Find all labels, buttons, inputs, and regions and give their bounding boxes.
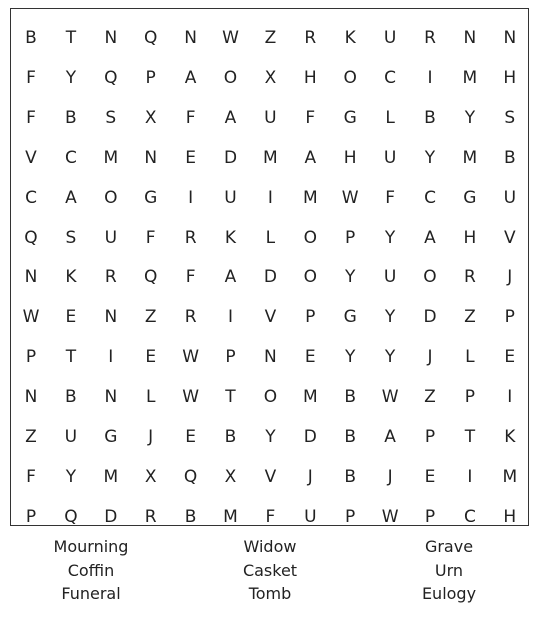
grid-cell[interactable]: I (227, 307, 233, 328)
grid-cell[interactable]: L (145, 387, 156, 408)
word-list-item: Eulogy (421, 584, 477, 603)
grid-cell[interactable]: X (144, 107, 157, 128)
grid-cell[interactable]: B (424, 107, 436, 128)
grid-cell[interactable]: F (26, 107, 36, 128)
grid-cell[interactable]: E (504, 347, 516, 368)
grid-cell[interactable]: M (502, 466, 518, 487)
grid-cell[interactable]: Q (143, 28, 158, 48)
grid-cell[interactable]: Y (424, 147, 436, 168)
grid-cell[interactable]: Y (384, 347, 396, 368)
grid-cell[interactable]: B (503, 147, 516, 168)
word-list-item: Mourning (53, 537, 129, 556)
grid-cell[interactable]: U (304, 506, 317, 527)
word-list-item: Tomb (248, 584, 292, 603)
grid-cell[interactable]: R (304, 28, 317, 48)
grid-cell[interactable]: R (144, 506, 157, 527)
grid-cell[interactable]: A (384, 427, 396, 447)
grid-cell[interactable]: O (303, 267, 317, 288)
grid-cell[interactable]: U (264, 107, 277, 128)
grid-cell[interactable]: G (104, 427, 118, 447)
word-list-item: Widow (243, 537, 297, 556)
grid-cell[interactable]: U (104, 227, 118, 248)
grid-cell[interactable]: C (384, 67, 397, 88)
grid-cell[interactable]: P (25, 347, 37, 368)
grid-cell[interactable]: P (145, 67, 156, 88)
grid-cell[interactable]: X (144, 466, 157, 487)
grid-cell[interactable]: T (464, 427, 476, 447)
grid-cell[interactable]: F (26, 67, 36, 88)
grid-cell[interactable]: M (223, 506, 238, 527)
word-list-item: Coffin (67, 560, 115, 580)
grid-cell[interactable]: Z (464, 307, 476, 328)
grid-row (11, 497, 528, 537)
grid-cell[interactable]: P (464, 387, 476, 408)
grid-cell[interactable]: V (25, 147, 37, 168)
grid-cell[interactable]: Y (384, 227, 396, 248)
grid-cell[interactable]: I (188, 187, 194, 208)
grid-cell[interactable]: D (303, 427, 317, 447)
grid-cell[interactable]: C (25, 187, 37, 208)
grid-cell[interactable]: O (263, 387, 278, 408)
grid-cell[interactable]: A (65, 187, 77, 208)
grid-cell[interactable]: O (104, 187, 118, 208)
word-list-item: Urn (434, 560, 464, 580)
grid-cell[interactable]: F (26, 466, 36, 487)
grid-cell[interactable]: D (104, 506, 118, 527)
grid-cell[interactable]: I (507, 387, 513, 408)
grid-cell[interactable]: Y (65, 466, 77, 487)
grid-cell[interactable]: Y (344, 347, 356, 368)
grid-cell[interactable]: J (427, 347, 433, 368)
grid-cell[interactable]: Z (264, 28, 277, 48)
grid-cell[interactable]: N (104, 28, 118, 48)
grid-row (11, 98, 528, 138)
grid-row (11, 138, 528, 178)
grid-cell[interactable]: R (104, 267, 117, 288)
grid-cell[interactable]: O (223, 67, 238, 88)
grid-cell[interactable]: A (304, 147, 317, 168)
grid-cell[interactable]: B (65, 107, 77, 128)
grid-cell[interactable]: H (503, 506, 517, 527)
grid-cell[interactable]: Y (464, 107, 476, 128)
grid-cell[interactable]: M (302, 387, 318, 408)
grid-row (11, 257, 528, 297)
grid-cell[interactable]: P (504, 307, 515, 328)
grid-cell[interactable]: U (503, 187, 517, 208)
grid-cell[interactable]: P (25, 506, 37, 527)
grid-row (11, 457, 528, 497)
grid-cell[interactable]: N (144, 147, 158, 168)
grid-cell[interactable]: N (463, 28, 477, 48)
grid-cell[interactable]: M (462, 147, 478, 168)
grid-cell[interactable]: L (385, 107, 395, 128)
grid-cell[interactable]: E (185, 147, 196, 168)
grid-cell[interactable]: N (264, 347, 277, 368)
grid-cell[interactable]: D (263, 267, 277, 288)
grid-cell[interactable]: G (343, 307, 357, 328)
grid-cell[interactable]: I (108, 347, 114, 368)
grid-cell[interactable]: E (145, 347, 157, 368)
grid-cell[interactable]: Q (64, 506, 78, 527)
grid-cell[interactable]: E (185, 427, 196, 447)
grid-cell[interactable]: I (267, 187, 273, 208)
grid-cell[interactable]: O (423, 267, 437, 288)
grid-cell[interactable]: P (424, 427, 436, 447)
grid-cell[interactable]: A (224, 107, 237, 128)
grid-cell[interactable]: L (465, 347, 475, 368)
grid-cell[interactable]: U (383, 267, 397, 288)
grid-cell[interactable]: E (65, 307, 77, 328)
grid-cell[interactable]: B (344, 387, 357, 408)
grid-cell[interactable]: C (64, 147, 77, 168)
grid-cell[interactable]: Y (384, 307, 396, 328)
grid-cell[interactable]: H (503, 67, 517, 88)
grid-row (11, 417, 528, 457)
grid-cell[interactable]: C (463, 506, 476, 527)
word-list-item: Funeral (61, 584, 121, 603)
word-list-item: Casket (242, 560, 298, 580)
grid-cell[interactable]: J (387, 466, 393, 487)
grid-cell[interactable]: N (503, 28, 517, 48)
grid-cell[interactable]: F (145, 227, 156, 248)
grid-row (11, 18, 528, 58)
grid-cell[interactable]: T (225, 387, 236, 408)
grid-cell[interactable]: B (344, 466, 357, 487)
grid-cell[interactable]: D (423, 307, 437, 328)
grid-cell[interactable]: X (264, 67, 277, 88)
grid-cell[interactable]: N (24, 267, 38, 288)
grid-cell[interactable]: V (503, 227, 516, 248)
grid-cell[interactable]: L (265, 227, 276, 248)
grid-cell[interactable]: G (463, 187, 477, 208)
grid-cell[interactable]: I (467, 466, 473, 487)
grid-cell[interactable]: Y (65, 67, 77, 88)
grid-cell[interactable]: E (424, 466, 436, 487)
grid-cell[interactable]: F (265, 506, 276, 527)
grid-cell[interactable]: R (463, 267, 476, 288)
grid-cell[interactable]: B (25, 28, 37, 48)
grid-cell[interactable]: B (224, 427, 237, 447)
grid-cell[interactable]: Z (144, 307, 157, 328)
grid-cell[interactable]: B (65, 387, 77, 408)
grid-cell[interactable]: Y (265, 427, 276, 447)
grid-cell[interactable]: S (65, 227, 77, 248)
grid-cell[interactable]: W (341, 187, 359, 208)
grid-cell[interactable]: G (343, 107, 357, 128)
grid-cell[interactable]: N (184, 28, 197, 48)
grid-row (11, 218, 528, 258)
grid-cell[interactable]: G (144, 187, 158, 208)
grid-cell[interactable]: F (185, 267, 196, 288)
grid-cell[interactable]: H (343, 147, 357, 168)
grid-cell[interactable]: K (65, 267, 77, 288)
grid-cell[interactable]: J (507, 267, 513, 288)
grid-cell[interactable]: P (345, 506, 356, 527)
grid-cell[interactable]: K (504, 427, 516, 447)
grid-cell[interactable]: W (381, 387, 399, 408)
grid-cell[interactable]: W (222, 28, 239, 48)
grid-cell[interactable]: C (424, 187, 436, 208)
grid-cell[interactable]: U (224, 187, 237, 208)
grid-cell[interactable]: F (305, 107, 316, 128)
grid-row (11, 377, 528, 417)
grid-cell[interactable]: O (303, 227, 317, 248)
grid-cell[interactable]: D (223, 147, 238, 168)
grid-cell[interactable]: K (224, 227, 237, 248)
grid-cell[interactable]: M (302, 187, 318, 208)
grid-cell[interactable]: W (381, 506, 399, 527)
word-search-grid (10, 8, 529, 526)
grid-cell[interactable]: U (383, 28, 397, 48)
grid-cell[interactable]: M (103, 147, 119, 168)
grid-cell[interactable]: H (303, 67, 317, 88)
grid-cell[interactable]: R (424, 28, 436, 48)
grid-cell[interactable]: F (385, 187, 395, 208)
grid-cell[interactable]: U (383, 147, 397, 168)
grid-cell[interactable]: I (427, 67, 433, 88)
grid-cell[interactable]: W (182, 347, 199, 368)
grid-cell[interactable]: Z (25, 427, 37, 447)
grid-cell[interactable]: S (105, 107, 117, 128)
grid-cell[interactable]: P (345, 227, 356, 248)
grid-row (11, 178, 528, 218)
grid-row (11, 58, 528, 98)
grid-cell[interactable]: S (504, 107, 516, 128)
grid-cell[interactable]: F (185, 107, 196, 128)
grid-cell[interactable]: T (65, 28, 77, 48)
grid-cell[interactable]: U (64, 427, 78, 447)
grid-cell[interactable]: A (184, 67, 197, 88)
grid-cell[interactable]: M (103, 466, 119, 487)
grid-row (11, 337, 528, 377)
grid-cell[interactable]: Q (104, 67, 118, 88)
grid-cell[interactable]: V (264, 307, 277, 328)
grid-cell[interactable]: P (305, 307, 316, 328)
grid-cell[interactable]: T (65, 347, 77, 368)
grid-cell[interactable]: O (343, 67, 357, 88)
word-list-item: Grave (424, 537, 474, 556)
grid-cell[interactable]: Q (143, 267, 158, 288)
grid-cell[interactable]: P (424, 506, 436, 527)
grid-cell[interactable]: N (24, 387, 38, 408)
grid-cell[interactable]: P (225, 347, 236, 368)
grid-cell[interactable]: Q (24, 227, 38, 248)
grid-cell[interactable]: Z (424, 387, 436, 408)
grid-cell[interactable]: H (463, 227, 477, 248)
grid-cell[interactable]: N (104, 307, 118, 328)
grid-cell[interactable]: Y (344, 267, 356, 288)
grid-cell[interactable]: Q (183, 466, 198, 487)
grid-cell[interactable]: N (104, 387, 118, 408)
grid-cell[interactable]: X (224, 466, 237, 487)
grid-cell[interactable]: K (344, 28, 356, 48)
grid-cell[interactable]: B (184, 506, 197, 527)
grid-cell[interactable]: W (182, 387, 199, 408)
grid-cell[interactable]: A (424, 227, 436, 248)
grid-cell[interactable]: M (263, 147, 278, 168)
grid-cell[interactable]: E (304, 347, 316, 368)
grid-cell[interactable]: V (264, 466, 277, 487)
grid-cell[interactable]: M (462, 67, 478, 88)
grid-cell[interactable]: R (184, 307, 197, 328)
grid-cell[interactable]: B (344, 427, 357, 447)
grid-cell[interactable]: R (184, 227, 197, 248)
grid-cell[interactable]: J (307, 466, 313, 487)
grid-cell[interactable]: J (148, 427, 154, 447)
grid-cell[interactable]: W (22, 307, 40, 328)
grid-cell[interactable]: A (224, 267, 237, 288)
grid-row (11, 297, 528, 337)
